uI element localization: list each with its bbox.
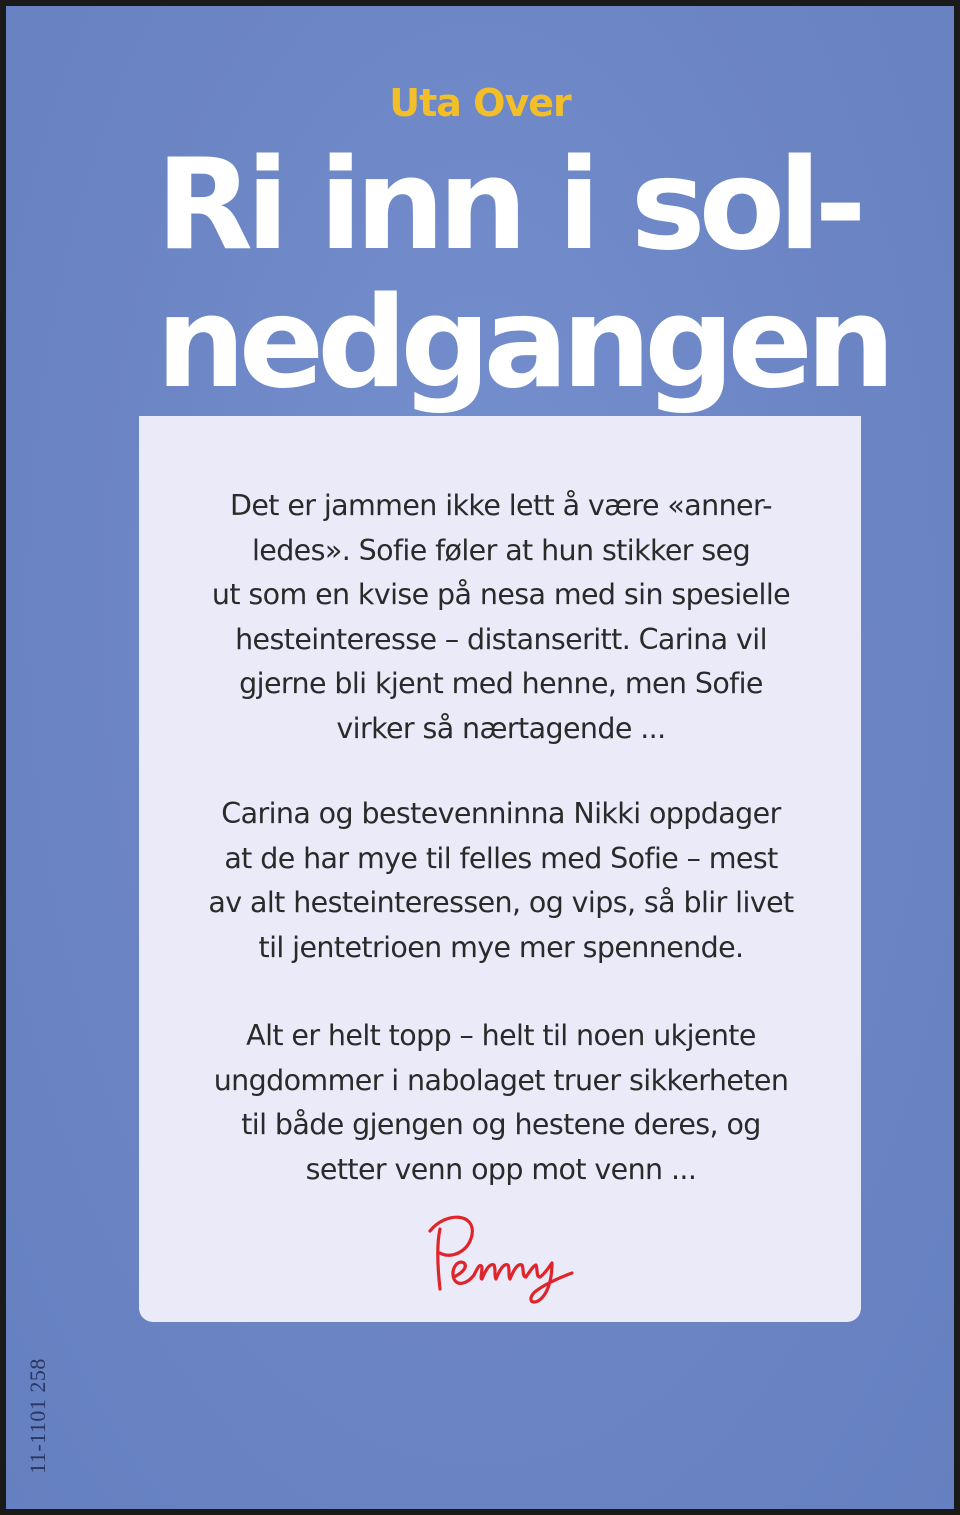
blurb-line: setter venn opp mot venn ...: [305, 1152, 697, 1186]
blurb-line: ledes». Sofie føler at hun stikker seg: [251, 533, 751, 567]
blurb-line: til jentetrioen mye mer spennende.: [258, 930, 744, 964]
blurb-line: Det er jammen ikke lett å være «anner-: [230, 489, 772, 522]
author-name: Uta Over: [389, 81, 571, 125]
blurb-line: Carina og bestevenninna Nikki oppdager: [221, 797, 781, 830]
blurb-line: at de har mye til felles med Sofie – mest: [224, 841, 778, 875]
blurb-line: til både gjengen og hestene deres, og: [241, 1108, 761, 1141]
blurb-line: hesteinteresse – distanseritt. Carina vil: [235, 622, 767, 656]
title-line-2: nedgangen: [156, 269, 889, 416]
blurb-paragraph-3: [196, 1014, 806, 1192]
book-back-cover: [6, 6, 954, 1509]
blurb-line: ut som en kvise på nesa med sin spesielle: [211, 578, 791, 611]
isbn-code: [18, 1346, 58, 1486]
isbn-text: 11-1101 258: [25, 1358, 50, 1474]
title-line-1: Ri inn i sol-: [156, 131, 860, 278]
blurb-paragraph-2: [196, 792, 806, 970]
penny-logo-icon: [416, 1201, 586, 1311]
blurb-line: Alt er helt topp – helt til noen ukjente: [246, 1019, 756, 1052]
blurb-line: ungdommer i nabolaget truer sikkerheten: [213, 1063, 789, 1097]
blurb-line: virker så nærtagende ...: [336, 711, 666, 745]
blurb-line: gjerne bli kjent med henne, men Sofie: [239, 667, 763, 700]
blurb-line: av alt hesteinteressen, og vips, så blir livet: [208, 886, 794, 919]
blurb-paragraph-1: [196, 484, 806, 751]
book-title: [156, 131, 889, 416]
